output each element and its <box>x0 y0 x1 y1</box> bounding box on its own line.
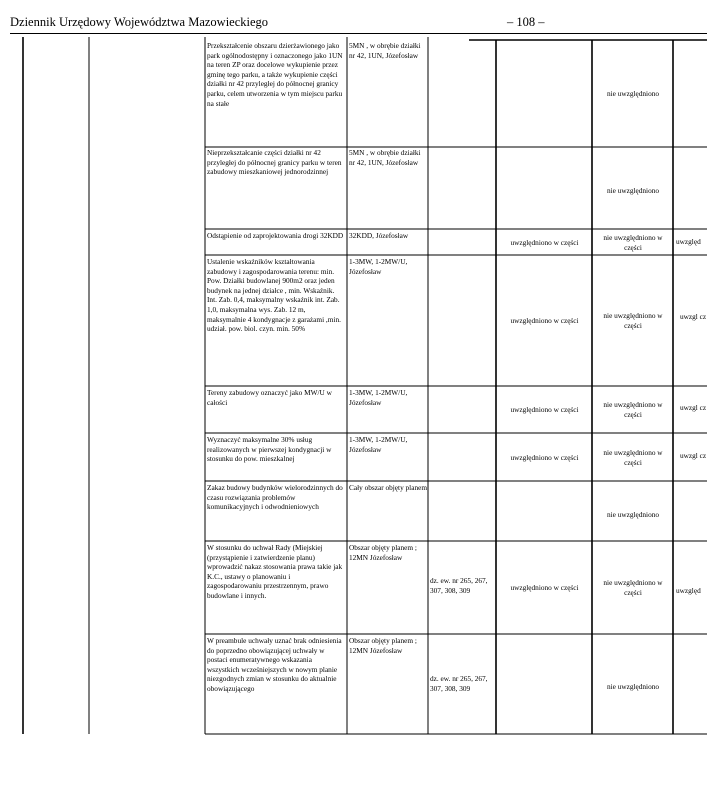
row-issue: Odstąpienie od zaprojektowania drogi 32KDD <box>207 231 344 240</box>
row-decision-clipped: uwzgl cz <box>680 403 707 412</box>
page-number: – 108 – <box>507 15 545 29</box>
journal-title: Dziennik Urzędowy Województwa Mazowieckiego <box>10 15 269 29</box>
row-issue: Wyznaczyć maksymalne 30% usług realizowanych w pierwszej kondygnacji w stosunku do pow. mieszkalnej <box>207 435 332 464</box>
row-decision: nie uwzględniono w części <box>603 447 663 467</box>
row-area: Obszar objęty planem ; 12MN Józefosław <box>349 636 417 655</box>
row-area: Cały obszar objęty planem <box>349 483 427 492</box>
row-decision-partial: uwzględniono w części <box>510 237 579 247</box>
row-issue: Zakaz budowy budynków wielorodzinnych do czasu rozwiązania problemów komunikacyjnych i odwodnieniowych <box>207 483 343 512</box>
row-issue: Tereny zabudowy oznaczyć jako MW/U w całości <box>207 388 332 407</box>
row-issue: Ustalenie wskaźników kształtowania zabudowy i zagospodarowania terenu: min. Pow. Działki budowlanej 900m2 oraz jeden budynek na jednej działce , min. Wskaźnik. Int. Zab. 0,4, maksymalny wskaźnik int. Zab. 1,0, maksymalna wys. Zab. 12 m, maksymalnie 4 kondygnacje z garażami ,min. udział. pow. biol. czyn. min. 50% <box>207 257 341 334</box>
page-header <box>10 15 707 34</box>
row-area: 1-3MW, 1-2MW/U, Józefosław <box>349 257 408 276</box>
row-decision-partial: uwzględniono w części <box>510 583 579 593</box>
row-decision-clipped: uwzgl cz <box>680 451 707 460</box>
row-decision-clipped: uwzgl cz <box>680 312 707 321</box>
row-decision: nie uwzględniono <box>606 681 660 691</box>
row-decision: nie uwzględniono <box>606 88 660 98</box>
row-decision: nie uwzględniono w części <box>603 578 663 597</box>
row-issue: Nieprzekształcanie części działki nr 42 przyległej do północnej granicy parku w teren zabudowy mieszkaniowej jednorodzinnej <box>207 148 342 177</box>
row-decision-partial: uwzględniono w części <box>510 405 579 415</box>
row-area: Obszar objęty planem ; 12MN Józefosław <box>349 543 417 562</box>
row-parcels: dz. ew. nr 265, 267, 307, 308, 309 <box>430 576 488 595</box>
row-decision-clipped: uwzględ <box>676 237 701 246</box>
row-parcels: dz. ew. nr 265, 267, 307, 308, 309 <box>430 674 488 693</box>
row-issue: W preambule uchwały uznać brak odniesienia do poprzedno obowiązującej uchwały w postaci enumeratywnego wskazania wszystkich wcześniejszych w nowym planie niezgodnych zmian w stosunku do aktualnie obowiązującego <box>207 636 342 693</box>
row-area: 1-3MW, 1-2MW/U, Józefosław <box>349 388 408 407</box>
row-issue: Przekształcenie obszaru dzierżawionego jako park ogólnodostępny i oznaczonego jako 1UN na teren ZP oraz docelowe wykupienie przez gminę tego parku, a także wykupienie części działki nr 42 przyległej do północnej granicy parku, celem utworzenia w tym miejscu parku na stałe <box>207 41 343 108</box>
row-decision: nie uwzględniono <box>606 185 660 195</box>
row-issue: W stosunku do uchwał Rady (Miejskiej (przystąpienie i zatwierdzenie planu) wprowadzić nakaz stosowania prawa takie jak K.C., ustawy o planowaniu i zagospodarowaniu przestrzennym, prawo budowlane i innych. <box>207 543 343 600</box>
row-decision: nie uwzględniono w części <box>603 400 663 419</box>
row-decision-partial: uwzględniono w części <box>510 452 579 462</box>
row-area: 5MN , w obrębie działki nr 42, 1UN, Józefosław <box>349 41 421 60</box>
row-area: 1-3MW, 1-2MW/U, Józefosław <box>349 435 408 454</box>
row-area: 5MN , w obrębie działki nr 42, 1UN, Józefosław <box>349 148 421 167</box>
row-decision-partial: uwzględniono w części <box>510 316 579 326</box>
row-decision: nie uwzględniono <box>606 509 660 519</box>
row-decision: nie uwzględniono w części <box>603 311 663 330</box>
row-area: 32KDD, Józefosław <box>349 231 409 240</box>
row-decision-clipped: uwzględ <box>676 586 701 595</box>
row-decision: nie uwzględniono w części <box>603 232 663 252</box>
